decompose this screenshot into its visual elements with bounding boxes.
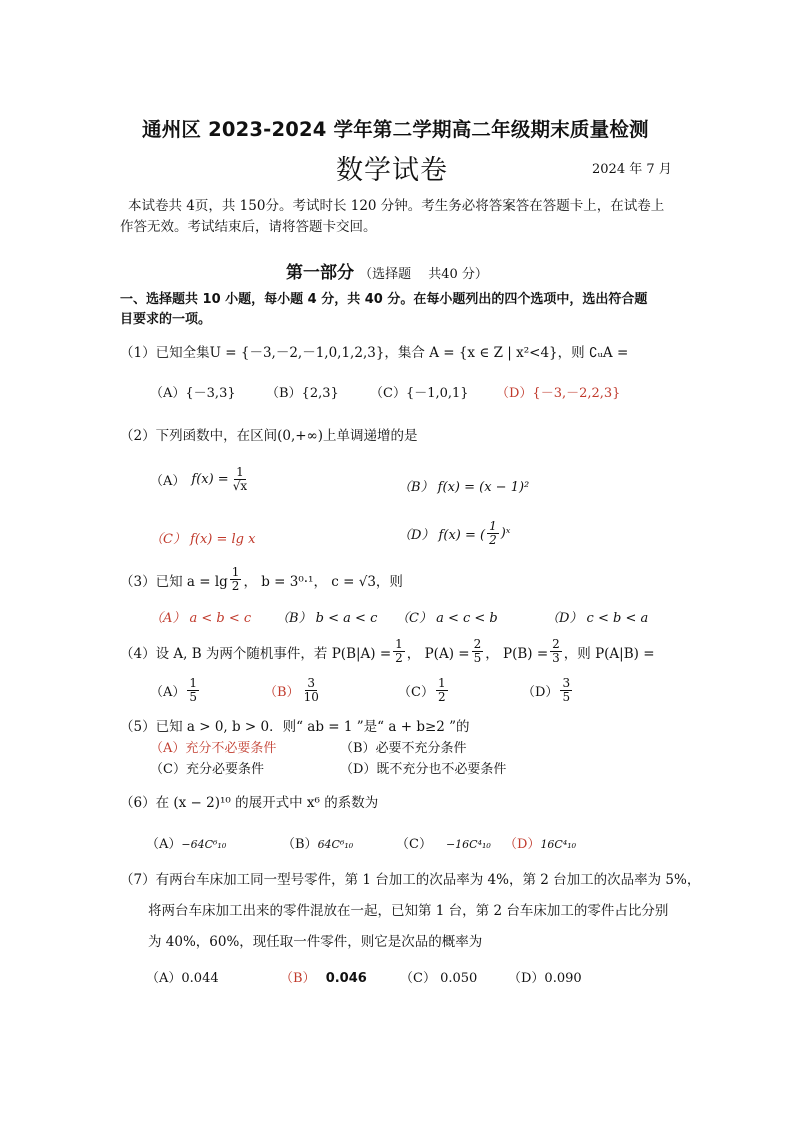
q6-stem: （6）在 (x − 2)¹⁰ 的展开式中 x⁶ 的系数为 [120, 795, 379, 811]
exam-subtitle: 数学试卷 [336, 155, 448, 186]
q3-stem [120, 566, 403, 593]
q6-c-label: （C） [396, 837, 432, 852]
q5-option-a: （A）充分不必要条件 [150, 741, 277, 756]
q2-d-label: （D） f(x) = ( [398, 528, 486, 543]
q4-f3-den: 3 [552, 651, 560, 665]
q3-fraction [230, 566, 242, 593]
q4-b-label: （B） [264, 685, 300, 700]
q4-f2-num: 2 [473, 637, 482, 651]
q4-option-c [398, 677, 450, 704]
q4-option-b [264, 677, 323, 704]
q4-f2-den: 5 [473, 651, 482, 665]
q6-option-b [282, 833, 353, 852]
intro-line-1: 本试卷共 4页，共 150分。考试时长 120 分钟。考生务必将答案答在答题卡上，在试卷上 [128, 198, 665, 214]
q7-b-value: 0.046 [325, 971, 367, 986]
q7-line-3: 为 40%，60%，现任取一件零件，则它是次品的概率为 [148, 934, 483, 950]
q4-d-label: （D） [522, 685, 559, 700]
q4-stem-c: ， P(B) = [485, 645, 549, 662]
q2-option-d [398, 520, 510, 547]
q4-c-label: （C） [398, 685, 434, 700]
q4-f1-num: 1 [395, 637, 403, 651]
q1-option-b: （B）{2,3} [266, 386, 339, 401]
q4-fraction-2 [472, 638, 484, 665]
section1-line-1: 一、选择题共 10 小题，每小题 4 分，共 40 分。在每小题列出的四个选项中，选出符合题 [120, 292, 648, 307]
q4-f1-den: 2 [395, 651, 403, 665]
intro-line-2: 作答无效。考试结束后，请将答题卡交回。 [120, 219, 377, 235]
exam-title: 通州区 2023-2024 学年第二学期高二年级期末质量检测 [142, 118, 649, 141]
q6-option-a [146, 833, 226, 852]
q4-c-num: 1 [437, 676, 446, 690]
q4-option-d [522, 677, 574, 704]
q7-line-2: 将两台车床加工出来的零件混放在一起，已知第 1 台，第 2 台车床加工的零件占比分别 [148, 903, 669, 919]
q4-a-label: （A） [150, 685, 186, 700]
part1-sub: （选择题 共40 分） [359, 267, 488, 282]
q7-option-b [280, 967, 367, 986]
q6-b-value: 64C⁶₁₀ [317, 838, 354, 851]
q7-option-a: （A）0.044 [146, 971, 219, 986]
q2-a-label: （A） [150, 474, 186, 489]
q4-stem-a: （4）设 A, B 为两个随机事件，若 P(B|A) = [120, 645, 392, 662]
section1-line-2: 目要求的一项。 [120, 312, 212, 327]
q3-option-a: （A） a < b < c [150, 611, 252, 626]
q6-d-value: 16C⁴₁₀ [540, 838, 577, 851]
q4-a-num: 1 [189, 676, 198, 690]
q2-option-b: （B） f(x) = (x − 1)² [398, 480, 530, 495]
part1-title: 第一部分 [286, 263, 354, 283]
q2-option-c: （C） f(x) = lg x [150, 532, 256, 547]
q6-option-d [504, 833, 576, 852]
q2-d-tail: )ˣ [500, 526, 511, 541]
q3-stem-a: （3）已知 a = lg [120, 573, 228, 590]
q3-option-c: （C） a < c < b [396, 611, 498, 626]
q2-stem: （2）下列函数中，在区间(0,+∞)上单调递增的是 [120, 428, 418, 444]
q2-a-fraction [231, 466, 249, 493]
q5-stem: （5）已知 a > 0, b > 0．则“ ab = 1 ”是“ a + b≥2 ”的 [120, 719, 470, 735]
q4-b-num: 3 [307, 676, 316, 690]
q4-fraction-1 [393, 638, 405, 665]
q4-f3-num: 2 [552, 637, 560, 651]
q2-a-num: 1 [236, 465, 244, 479]
q1-option-d: （D）{－3,－2,2,3} [496, 386, 621, 401]
q4-b-fraction [302, 677, 321, 704]
q4-d-den: 5 [562, 690, 571, 704]
q2-a-expr: f(x) = [191, 472, 229, 487]
q1-option-c: （C）{－1,0,1} [370, 386, 469, 401]
q5-option-c: （C）充分必要条件 [150, 762, 264, 777]
q2-d-num: 1 [489, 519, 497, 533]
exam-date: 2024 年 7 月 [592, 162, 672, 177]
q6-a-value: −64C⁶₁₀ [181, 838, 227, 851]
q3-den: 2 [231, 579, 240, 593]
q6-b-label: （B） [282, 837, 318, 852]
q5-option-b: （B）必要不充分条件 [340, 741, 467, 756]
q4-c-fraction [436, 677, 448, 704]
q7-line-1: （7）有两台车床加工同一型号零件，第 1 台加工的次品率为 4%，第 2 台加工的次品率为 5%， [120, 872, 701, 888]
q2-d-fraction [487, 520, 499, 547]
q6-d-label: （D） [504, 837, 541, 852]
q3-num: 1 [231, 565, 240, 579]
q3-option-b: （B） b < a < c [276, 611, 378, 626]
q2-option-a [150, 466, 251, 493]
part1-heading [286, 258, 488, 283]
q3-option-d: （D） c < b < a [546, 611, 649, 626]
q1-option-a: （A）{－3,3} [150, 386, 236, 401]
q4-fraction-3 [550, 638, 562, 665]
q4-a-fraction [187, 677, 199, 704]
q4-d-num: 3 [562, 676, 571, 690]
q7-option-c: （C） 0.050 [400, 971, 478, 986]
q4-d-fraction [560, 677, 572, 704]
q4-option-a [150, 677, 201, 704]
q7-b-label: （B） [280, 971, 316, 986]
q6-c-value: −16C⁴₁₀ [445, 838, 491, 851]
q4-stem [120, 638, 655, 665]
q4-stem-d: ，则 P(A|B) = [563, 645, 655, 662]
q1-stem: （1）已知全集U = {－3,－2,－1,0,1,2,3}，集合 A = {x ∈ Z | x²<4}，则 ∁ᵤA = [120, 345, 629, 361]
q3-stem-b: ， b = 3⁰·¹， c = √3，则 [243, 573, 403, 590]
q6-a-label: （A） [146, 837, 182, 852]
q4-b-den: 10 [303, 690, 319, 704]
q2-a-den: √x [232, 479, 248, 493]
q4-a-den: 5 [189, 690, 198, 704]
q7-option-d: （D）0.090 [508, 971, 582, 986]
q4-c-den: 2 [437, 690, 446, 704]
q6-option-c [396, 833, 491, 852]
q4-stem-b: ， P(A) = [406, 645, 470, 662]
q5-option-d: （D）既不充分也不必要条件 [340, 762, 507, 777]
q2-d-den: 2 [489, 533, 497, 547]
